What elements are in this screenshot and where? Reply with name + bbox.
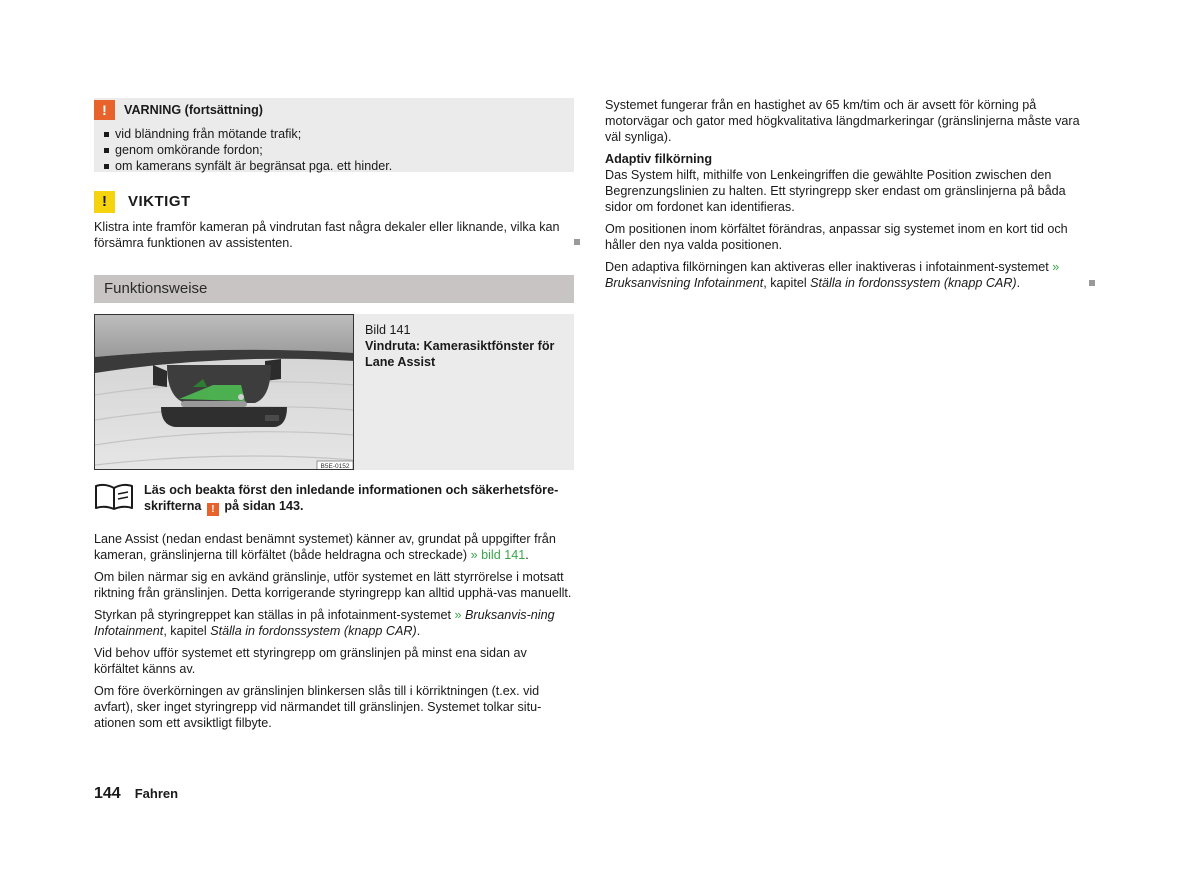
figure-link[interactable]: » bild 141 bbox=[470, 548, 526, 562]
page-number: 144 bbox=[94, 785, 121, 802]
warning-item: om kamerans synfält är begränsat pga. ett hinder. bbox=[104, 158, 564, 174]
notice-exclamation-icon: ! bbox=[94, 191, 115, 213]
warning-box bbox=[94, 98, 574, 172]
notice-text-main: Läs och beakta först den inledande informationen och säkerhetsföre-skrifterna bbox=[144, 483, 559, 513]
windshield-camera-illustration bbox=[95, 315, 354, 470]
warning-item: vid bländning från mötande trafik; bbox=[104, 126, 564, 142]
section-heading-bar bbox=[94, 275, 574, 303]
inline-warning-icon: ! bbox=[207, 503, 219, 516]
left-column bbox=[94, 98, 574, 731]
warning-exclamation-icon: ! bbox=[94, 100, 115, 120]
paragraph-text: Styrkan på styringreppet kan ställas in på infotainment-systemet bbox=[94, 608, 451, 622]
paragraph-activation: Den adaptiva filkörningen kan aktiveras eller inaktiveras i infotainment-systemet » Bruksanvisning Infotainment, kapitel Ställa in fordonssystem (knapp CAR). bbox=[605, 259, 1095, 291]
warning-title: VARNING (fortsättning) bbox=[124, 103, 263, 117]
notice-page-ref: på sidan 143. bbox=[224, 499, 304, 513]
paragraph-correction: Om bilen närmar sig en avkänd gränslinje, utför systemet en lätt styrrörelse i motsatt riktning från gränslinjen. Detta korrigerande styringrepp kan alltid upphä-vas manuellt. bbox=[94, 570, 572, 600]
paragraph-text: Lane Assist (nedan endast benämnt systemet) känner av, grundat på uppgifter från kameran, gränslinjerna till körfältet (både heldragna och streckade) bbox=[94, 532, 556, 562]
chapter-reference: Ställa in fordonssystem (knapp CAR) bbox=[210, 624, 417, 638]
read-first-notice bbox=[94, 482, 574, 516]
chapter-name: Fahren bbox=[134, 786, 179, 801]
section-end-marker bbox=[1089, 280, 1095, 286]
section-end-marker bbox=[574, 239, 580, 245]
warning-list bbox=[94, 126, 564, 174]
adaptive-lane-section bbox=[605, 151, 1095, 215]
page-footer bbox=[94, 786, 178, 802]
reference-link[interactable]: » bbox=[454, 608, 462, 622]
paragraph-text: Den adaptiva filkörningen kan aktiveras eller inaktiveras i infotainment-systemet bbox=[605, 260, 1049, 274]
right-column bbox=[605, 97, 1095, 297]
paragraph-text: , kapitel bbox=[763, 276, 807, 290]
paragraph-indicator: Om före överkörningen av gränslinjen blinkersen slås till i körriktningen (t.ex. vid avfart), sker inget styringrepp vid närmandet till gränslinjen. Systemet tolkar situ-ationen som ett avsiktligt filbyte. bbox=[94, 684, 542, 730]
chapter-reference: Ställa in fordonssystem (knapp CAR) bbox=[810, 276, 1017, 290]
paragraph-strength: Styrkan på styringreppet kan ställas in på infotainment-systemet » Bruksanvis-ning Infotainment, kapitel Ställa in fordonssystem (knapp CAR). bbox=[94, 608, 555, 638]
book-icon bbox=[94, 482, 134, 510]
windshield-camera-figure bbox=[94, 314, 354, 470]
figure-title: Vindruta: Kamerasiktfönster för Lane Assist bbox=[365, 339, 555, 369]
paragraph-speed: Systemet fungerar från en hastighet av 65 km/tim och är avsett för körning på motorvägar och gator med högkvalitativa längdmarkeringar (gränslinjerna måste vara väl synliga). bbox=[605, 98, 1080, 144]
viktigt-text: Klistra inte framför kameran på vindrutan fast några dekaler eller liknande, vilka kan försämra funktionen av assistenten. bbox=[94, 220, 560, 250]
figure-block bbox=[94, 314, 574, 470]
warning-header bbox=[94, 101, 564, 119]
figure-code: B5E-0152 bbox=[320, 463, 350, 470]
reference-link[interactable]: » bbox=[1052, 260, 1060, 274]
viktigt-body bbox=[94, 219, 574, 251]
notice-text bbox=[144, 482, 574, 516]
viktigt-header bbox=[94, 191, 574, 213]
warning-item: genom omkörande fordon; bbox=[104, 142, 564, 158]
section-title: Funktionsweise bbox=[104, 280, 208, 297]
paragraph-need: Vid behov ufför systemet ett styringrepp om gränslinjen på minst ena sidan av körfältet känns av. bbox=[94, 646, 527, 676]
manual-reference: Bruksanvis-ning Infotainment bbox=[94, 608, 555, 638]
manual-reference: Bruksanvisning Infotainment bbox=[605, 276, 764, 290]
paragraph-text: , kapitel bbox=[163, 624, 207, 638]
viktigt-title: VIKTIGT bbox=[128, 193, 191, 210]
paragraph-lane-assist: Lane Assist (nedan endast benämnt systemet) känner av, grundat på uppgifter från kameran, gränslinjerna till körfältet (både heldragna och streckade) » bild 141. bbox=[94, 532, 556, 562]
adaptive-lane-text: Das System hilft, mithilfe von Lenkeingriffen die gewählte Position zwischen den Begrenzungslinien zu halten. Ett styringrepp sker endast om gränslinjerna på båda sidor om fordonet kan identifieras. bbox=[605, 168, 1066, 214]
figure-caption bbox=[365, 322, 565, 370]
adaptive-lane-heading: Adaptiv filkörning bbox=[605, 152, 713, 166]
figure-number: Bild 141 bbox=[365, 323, 411, 337]
paragraph-position: Om positionen inom körfältet förändras, anpassar sig systemet inom en kort tid och håller den nya valda positionen. bbox=[605, 222, 1068, 252]
